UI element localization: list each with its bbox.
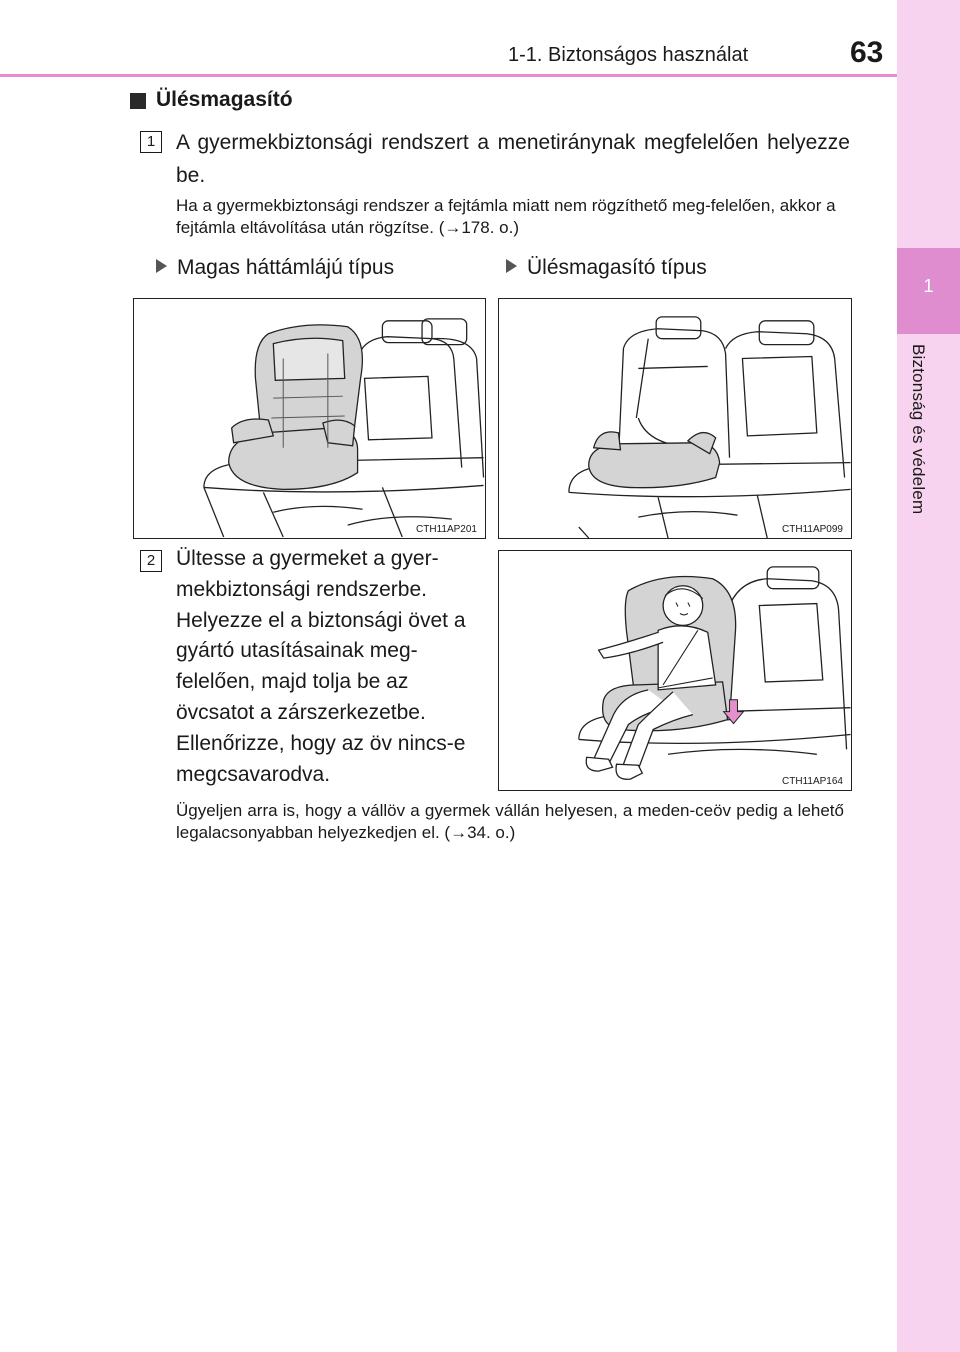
type-label-booster-text: Ülésmagasító típus (527, 256, 707, 279)
step-number-2: 2 (140, 550, 162, 572)
high-back-booster-illustration (134, 299, 485, 538)
header-rule (0, 74, 897, 77)
booster-cushion-illustration (499, 299, 851, 538)
child-in-booster-illustration (499, 551, 851, 790)
section-bullet-icon (130, 93, 146, 109)
figure-code-2: CTH11AP099 (782, 524, 843, 535)
running-header: 1-1. Biztonságos használat (508, 44, 749, 66)
type-label-high-back-text: Magas háttámlájú típus (177, 256, 395, 279)
figure-high-back-booster (133, 298, 486, 539)
figure-code-1: CTH11AP201 (416, 524, 477, 535)
page-number: 63 (850, 36, 884, 69)
step-1-text: A gyermekbiztonsági rendszert a menetiránynak megfelelően helyezze be. (176, 131, 850, 187)
step-number-1: 1 (140, 131, 162, 153)
figure-child-buckled (498, 550, 852, 791)
chapter-title: Biztonság és védelem (909, 344, 928, 515)
type-label-booster (506, 256, 707, 280)
section-title: Ülésmagasító (156, 88, 293, 111)
triangle-bullet-icon (506, 259, 517, 273)
chapter-title-vertical (908, 344, 948, 564)
triangle-bullet-icon (156, 259, 167, 273)
step-2-note: Ügyeljen arra is, hogy a vállöv a gyermek vállán helyesen, a meden-ceöv pedig a lehető legalacsonyabban helyezkedjen el. (→34. o.) (176, 801, 844, 842)
chapter-number: 1 (923, 276, 934, 296)
figure-code-3: CTH11AP164 (782, 776, 843, 787)
step-1-note: Ha a gyermekbiztonsági rendszer a fejtámla miatt nem rögzíthető meg-felelően, akkor a fejtámla eltávolítása után rögzítse. (→178. o.) (176, 196, 836, 237)
type-label-high-back (156, 256, 394, 280)
step-2-text: Ültesse a gyermeket a gyer-mekbiztonsági rendszerbe. Helyezze el a biztonsági övet a gyártó utasításainak meg-felelően, majd tolja be az övcsatot a zárszerkezetbe. Ellenőrizze, hogy az öv nincs-e megcsavarodva. (176, 547, 466, 786)
chapter-side-strip (897, 0, 960, 1352)
figure-booster-cushion (498, 298, 852, 539)
